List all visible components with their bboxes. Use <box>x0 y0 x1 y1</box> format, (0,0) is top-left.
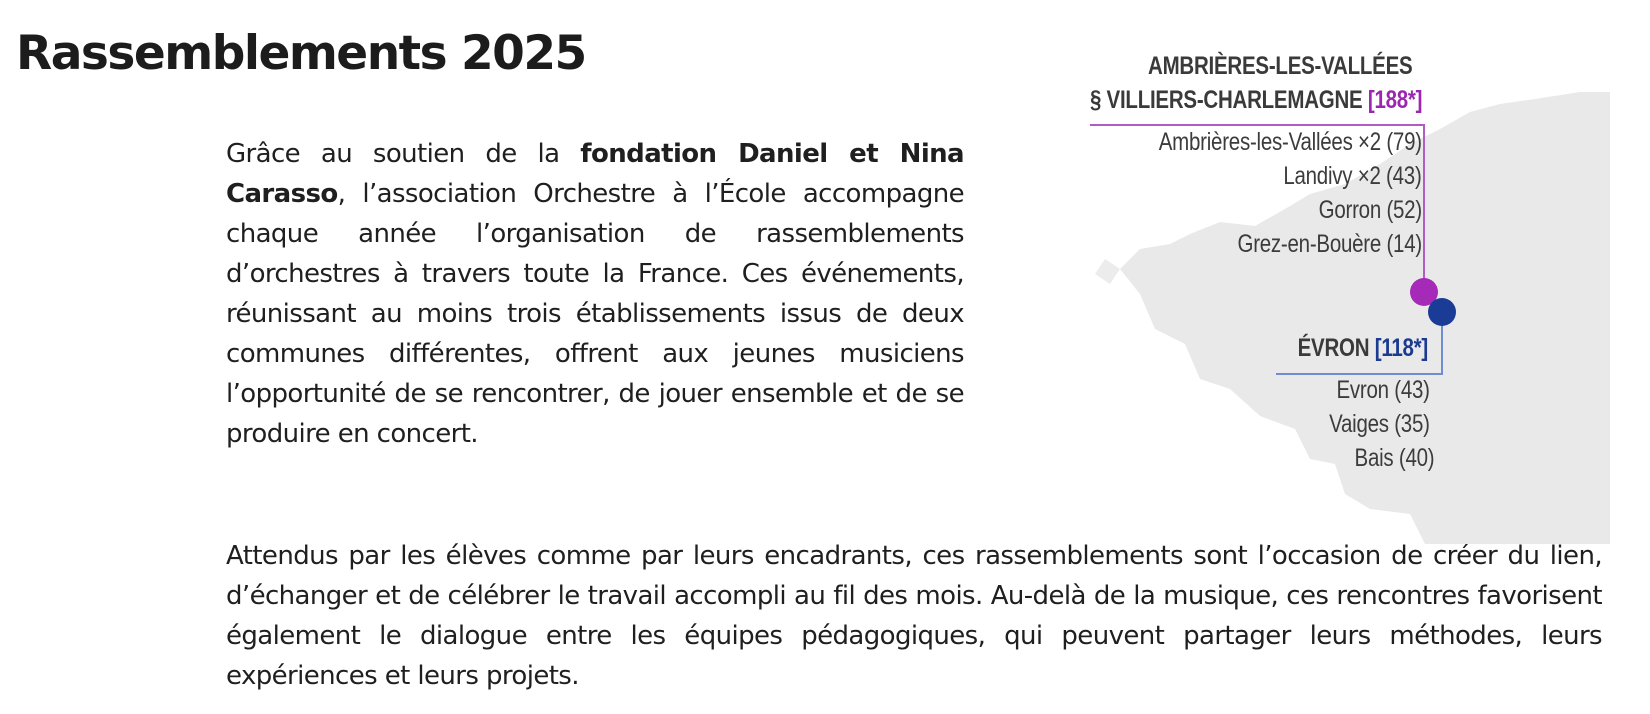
map-town: Gorron (52) <box>1318 196 1422 224</box>
map-group2-line1: ÉVRON [118*] <box>1297 334 1428 362</box>
page-title: Rassemblements 2025 <box>16 26 586 81</box>
map-town: Landivy ×2 (43) <box>1283 162 1422 190</box>
map-town: Vaiges (35) <box>1329 410 1430 438</box>
map-town: Bais (40) <box>1354 444 1434 472</box>
intro-paragraph <box>226 134 964 454</box>
map-group1-count: [188*] <box>1367 86 1422 114</box>
intro-text-start: Grâce au soutien de la <box>226 139 581 169</box>
map-town: Ambrières-les-Vallées ×2 (79) <box>1158 128 1422 156</box>
foundation-name: fondation Daniel et Nina Carasso <box>226 139 964 209</box>
map-group1-line1: AMBRIÈRES-LES-VALLÉES <box>1147 52 1412 80</box>
map-group2-count: [118*] <box>1374 334 1428 362</box>
body-paragraph: Attendus par les élèves comme par leurs encadrants, ces rassemblements sont l’occasion de créer du lien, d’échanger et de célébrer le travail accompli au fil des mois. Au-delà de la musique, ces rencontres favorisent également le dialogue entre les équipes pédagogiques, qui peuvent partager leurs méthodes, leurs expériences et leurs projets. <box>226 541 1602 691</box>
map-town: Grez-en-Bouère (14) <box>1237 230 1422 258</box>
blue-location-dot <box>1428 298 1456 326</box>
map-group1-line2: § VILLIERS-CHARLEMAGNE [188*] <box>1089 86 1422 114</box>
map-town: Evron (43) <box>1336 376 1430 404</box>
map-background <box>1080 44 1610 544</box>
regional-map <box>1080 44 1610 544</box>
intro-text-end: , l’association Orchestre à l’École accompagne chaque année l’organisation de rassemblements d’orchestres à travers toute la France. Ces événements, réunissant au moins trois établissements issus de deux communes différentes, offrent aux jeunes musiciens l’opportunité de se rencontrer, de jouer ensemble et de se produire en concert. <box>226 179 964 449</box>
